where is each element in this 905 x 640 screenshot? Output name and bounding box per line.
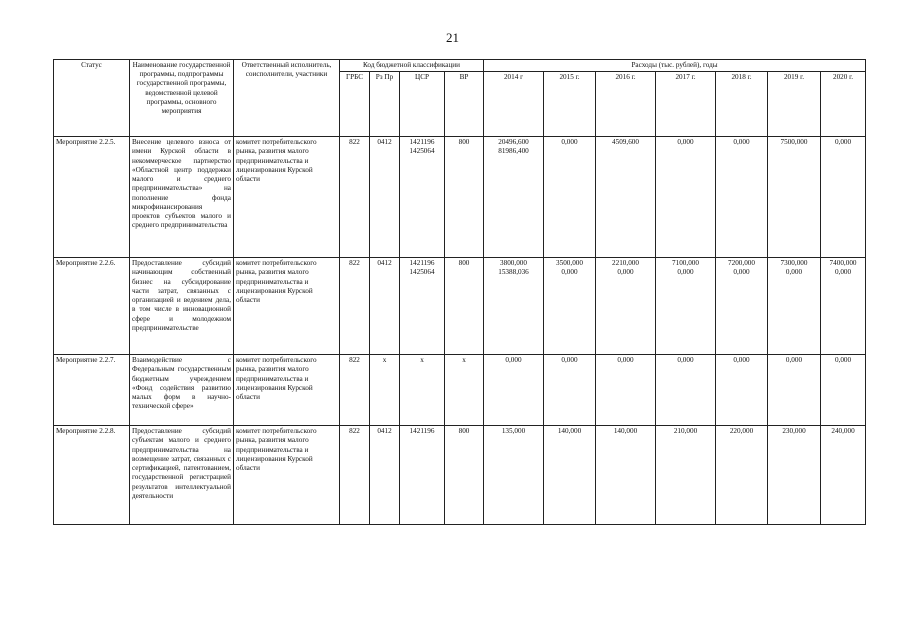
cell-responsible: комитет потребительского рынка, развития малого предпринимательства и лицензирования Курской области: [234, 355, 340, 426]
table-row: [54, 137, 866, 258]
header-year: 2020 г.: [821, 72, 866, 137]
header-code-group: Код бюджетной классификации: [340, 60, 484, 72]
cell-rzpr: 0412: [370, 258, 400, 355]
cell-grbs: 822: [340, 137, 370, 258]
cell-value: 7300,000 0,000: [768, 258, 821, 355]
header-year: 2016 г.: [596, 72, 656, 137]
cell-value: 135,000: [484, 426, 544, 525]
cell-value: 0,000: [544, 137, 596, 258]
cell-value: 0,000: [656, 355, 716, 426]
header-expenses-group: Расходы (тыс. рублей), годы: [484, 60, 866, 72]
header-responsible: Ответственный исполнитель, соисполнители, участники: [234, 60, 340, 137]
cell-value: 140,000: [544, 426, 596, 525]
cell-value: 220,000: [716, 426, 768, 525]
cell-value: 0,000: [716, 137, 768, 258]
table-row: [54, 258, 866, 355]
cell-value: 0,000: [544, 355, 596, 426]
cell-value: 20496,600 81986,400: [484, 137, 544, 258]
cell-name: Внесение целевого взноса от имени Курской области в некоммерческое партнерство «Областной центр поддержки малого и среднего предпринимательства» на пополнение фонда микрофинансирования проектов субъектов малого и среднего предпринимательства: [130, 137, 234, 258]
cell-value: 140,000: [596, 426, 656, 525]
cell-value: 210,000: [656, 426, 716, 525]
cell-status: Мероприятие 2.2.5.: [54, 137, 130, 258]
cell-name: Взаимодействие с Федеральным государственным бюджетным учреждением «Фонд содействия развитию малых форм в научно-технической сфере»: [130, 355, 234, 426]
cell-csr: 1421196: [400, 426, 445, 525]
cell-value: 0,000: [656, 137, 716, 258]
cell-responsible: комитет потребительского рынка, развития малого предпринимательства и лицензирования Курской области: [234, 137, 340, 258]
cell-value: 0,000: [484, 355, 544, 426]
cell-value: 0,000: [768, 355, 821, 426]
cell-vr: 800: [445, 137, 484, 258]
cell-grbs: 822: [340, 258, 370, 355]
cell-value: 2210,000 0,000: [596, 258, 656, 355]
budget-table: [53, 59, 866, 525]
cell-value: 7500,000: [768, 137, 821, 258]
cell-csr: 1421196 1425064: [400, 258, 445, 355]
page-number: 21: [446, 30, 459, 45]
cell-name: Предоставление субсидий субъектам малого и среднего предпринимательства на возмещение затрат, связанных с сертификацией, патентованием, государственной регистрацией результатов интеллектуальной деятельности: [130, 426, 234, 525]
cell-grbs: 822: [340, 426, 370, 525]
cell-grbs: 822: [340, 355, 370, 426]
cell-status: Мероприятие 2.2.6.: [54, 258, 130, 355]
cell-value: 0,000: [821, 137, 866, 258]
cell-rzpr: 0412: [370, 426, 400, 525]
cell-csr: 1421196 1425064: [400, 137, 445, 258]
cell-rzpr: х: [370, 355, 400, 426]
header-year: 2019 г.: [768, 72, 821, 137]
cell-value: 7100,000 0,000: [656, 258, 716, 355]
header-year: 2017 г.: [656, 72, 716, 137]
header-vr: ВР: [445, 72, 484, 137]
header-year: 2015 г.: [544, 72, 596, 137]
cell-responsible: комитет потребительского рынка, развития малого предпринимательства и лицензирования Курской области: [234, 426, 340, 525]
cell-value: 240,000: [821, 426, 866, 525]
cell-status: Мероприятие 2.2.7.: [54, 355, 130, 426]
header-grbs: ГРБС: [340, 72, 370, 137]
cell-value: 0,000: [596, 355, 656, 426]
header-year: 2018 г.: [716, 72, 768, 137]
cell-status: Мероприятие 2.2.8.: [54, 426, 130, 525]
table-row: [54, 355, 866, 426]
cell-vr: 800: [445, 426, 484, 525]
cell-value: 230,000: [768, 426, 821, 525]
cell-value: 3800,000 15388,036: [484, 258, 544, 355]
header-row-1: [54, 60, 866, 72]
cell-value: 7400,000 0,000: [821, 258, 866, 355]
cell-vr: х: [445, 355, 484, 426]
cell-rzpr: 0412: [370, 137, 400, 258]
header-year: 2014 г: [484, 72, 544, 137]
cell-vr: 800: [445, 258, 484, 355]
cell-csr: х: [400, 355, 445, 426]
table-row: [54, 426, 866, 525]
cell-name: Предоставление субсидий начинающим собственный бизнес на субсидирование части затрат, связанных с организацией и ведением дела, в том числе в инновационной сфере и молодежном предпринимательстве: [130, 258, 234, 355]
cell-value: 7200,000 0,000: [716, 258, 768, 355]
cell-value: 0,000: [716, 355, 768, 426]
cell-value: 4509,600: [596, 137, 656, 258]
header-status: Статус: [54, 60, 130, 137]
cell-value: 3500,000 0,000: [544, 258, 596, 355]
cell-responsible: комитет потребительского рынка, развития малого предпринимательства и лицензирования Курской области: [234, 258, 340, 355]
header-rzpr: Рз Пр: [370, 72, 400, 137]
header-name: Наименование государственной программы, подпрограммы государственной программы, ведомственной целевой программы, основного мероприятия: [130, 60, 234, 137]
header-csr: ЦСР: [400, 72, 445, 137]
cell-value: 0,000: [821, 355, 866, 426]
